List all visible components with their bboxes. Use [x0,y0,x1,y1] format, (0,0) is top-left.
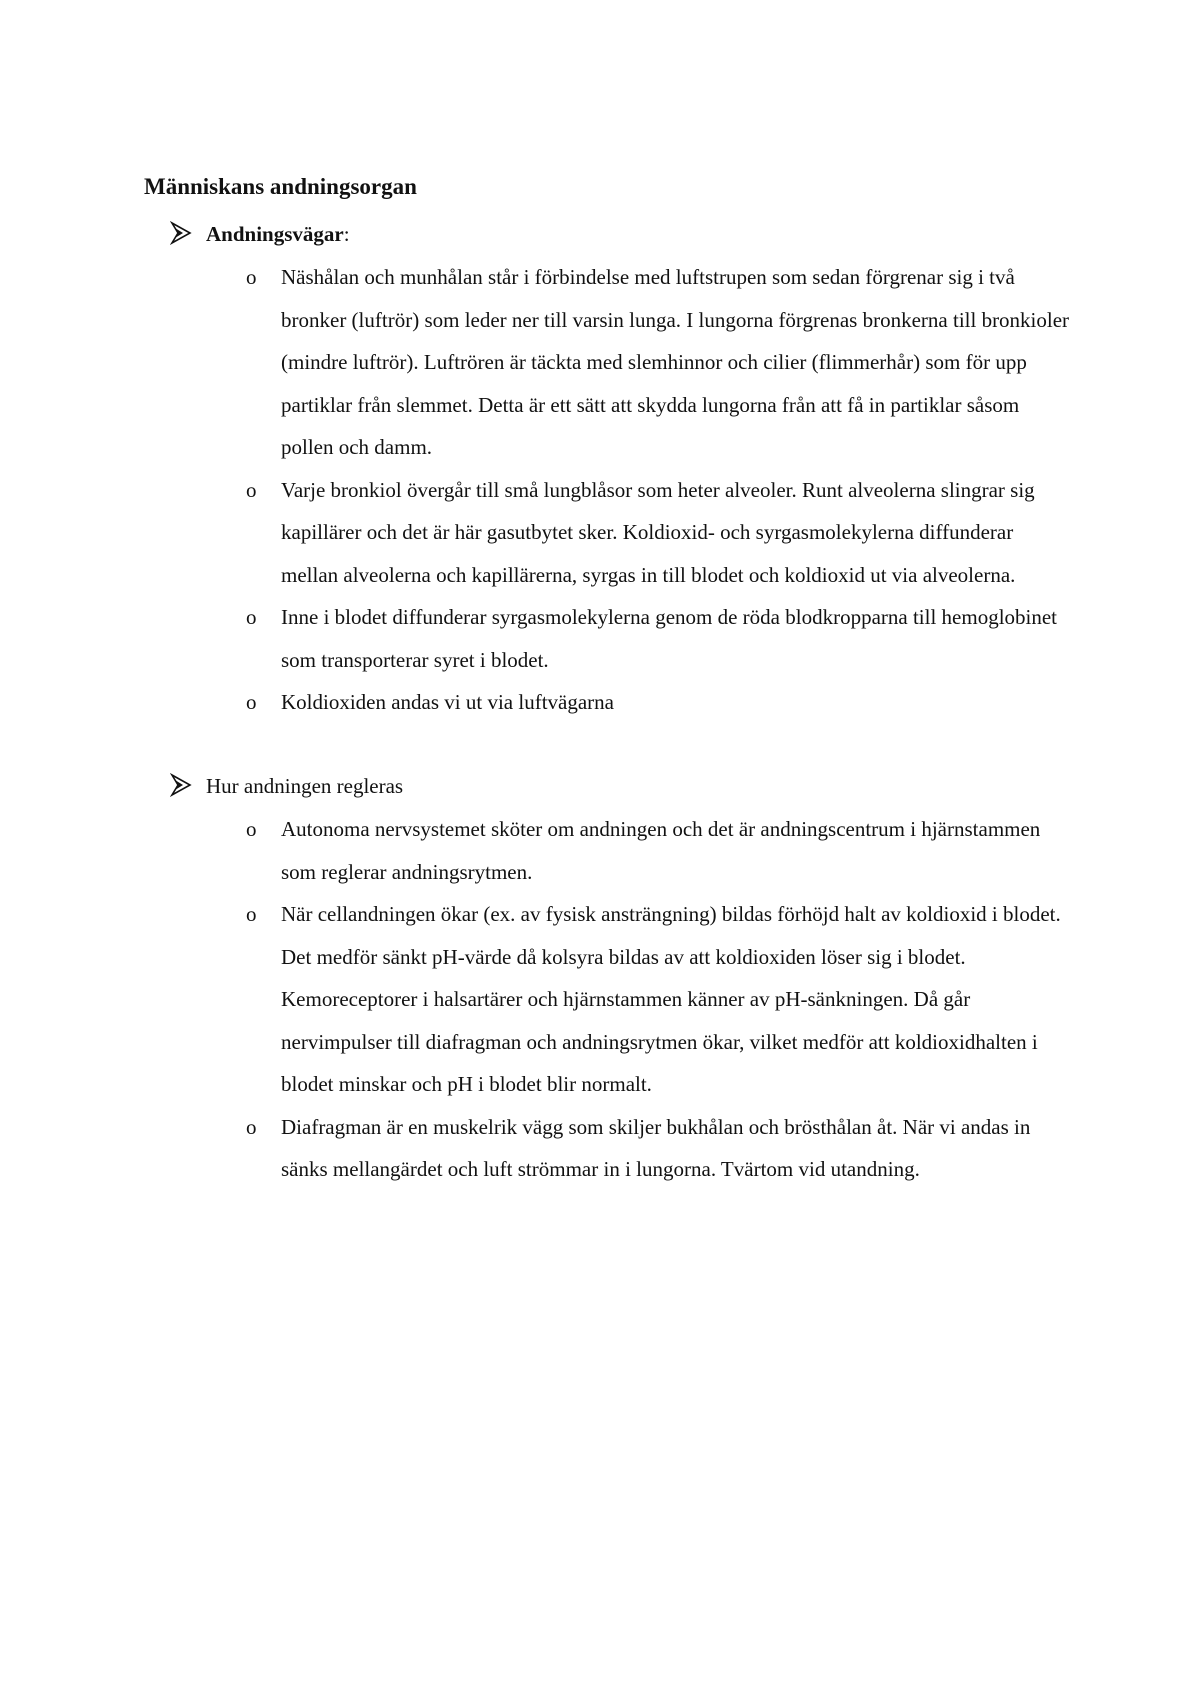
document-title: Människans andningsorgan [144,174,417,199]
section-heading-text: Andningsvägar [206,222,344,246]
arrow-bullet-icon [170,772,192,798]
section-andningsvagar [0,214,1200,724]
list-item [0,596,1200,681]
section-heading: Hur andningen regleras [206,774,404,798]
section-header [0,766,1200,808]
section-heading [206,214,350,254]
list-item-text: Inne i blodet diffunderar syrgasmolekylerna genom de röda blodkropparna till hemoglobinet som transporterar syret i blodet. [281,605,1058,672]
section-item-list [0,256,1200,724]
sub-bullet: o [246,1114,257,1139]
list-item-text: Autonoma nervsystemet sköter om andningen och det är andningscentrum i hjärnstammen som reglerar andningsrytmen. [281,817,1041,884]
section-hur-andningen-regleras [0,766,1200,1191]
list-item [0,256,1200,469]
sub-bullet: o [246,817,257,841]
section-header [0,214,1200,256]
list-item [0,893,1200,1106]
sub-bullet: o [246,902,257,926]
section-heading-colon: : [343,222,350,246]
list-item [0,469,1200,597]
list-item-text: Diafragman är en muskelrik vägg som skiljer bukhålan och brösthålan åt. När vi andas in sänks mellangärdet och luft strömmar in i lungorna. Tvärtom vid utandning. [281,1114,1031,1181]
list-item-text: Näshålan och munhålan står i förbindelse med luftstrupen som sedan förgrenar sig i två bronker (luftrör) som leder ner till varsin lunga. I lungorna förgrenas bronkerna till bronkioler (mindre luftrör). Luftrören är täckta med slemhinnor och cilier (flimmerhår) som för upp partiklar från slemmet. Detta är ett sätt att skydda lungorna från att få in partiklar såsom pollen och damm. [281,265,1070,459]
list-item-text: Koldioxiden andas vi ut via luftvägarna [281,690,614,714]
arrow-bullet-icon [170,220,192,246]
list-item-text: Varje bronkiol övergår till små lungblåsor som heter alveoler. Runt alveolerna slingrar sig kapillärer och det är här gasutbytet sker. Koldioxid- och syrgasmolekylerna diffunderar mellan alveolerna och kapillärerna, syrgas in till blodet och koldioxid ut via alveolerna. [281,477,1035,587]
list-item [0,681,1200,724]
sub-bullet: o [246,605,257,629]
section-item-list [0,808,1200,1191]
sub-bullet: o [246,690,257,714]
list-item-text: När cellandningen ökar (ex. av fysisk ansträngning) bildas förhöjd halt av koldioxid i blodet. Det medför sänkt pH-värde då kolsyra bildas av att koldioxiden löser sig i blodet. Kemoreceptorer i halsartärer och hjärnstammen känner av pH-sänkningen. Då går nervimpulser till diafragman och andningsrytmen ökar, vilket medför att koldioxidhalten i blodet minskar och pH i blodet blir normalt. [281,902,1061,1096]
sub-bullet: o [246,477,257,502]
list-item [0,1106,1200,1191]
list-item [0,808,1200,893]
sub-bullet: o [246,265,257,289]
